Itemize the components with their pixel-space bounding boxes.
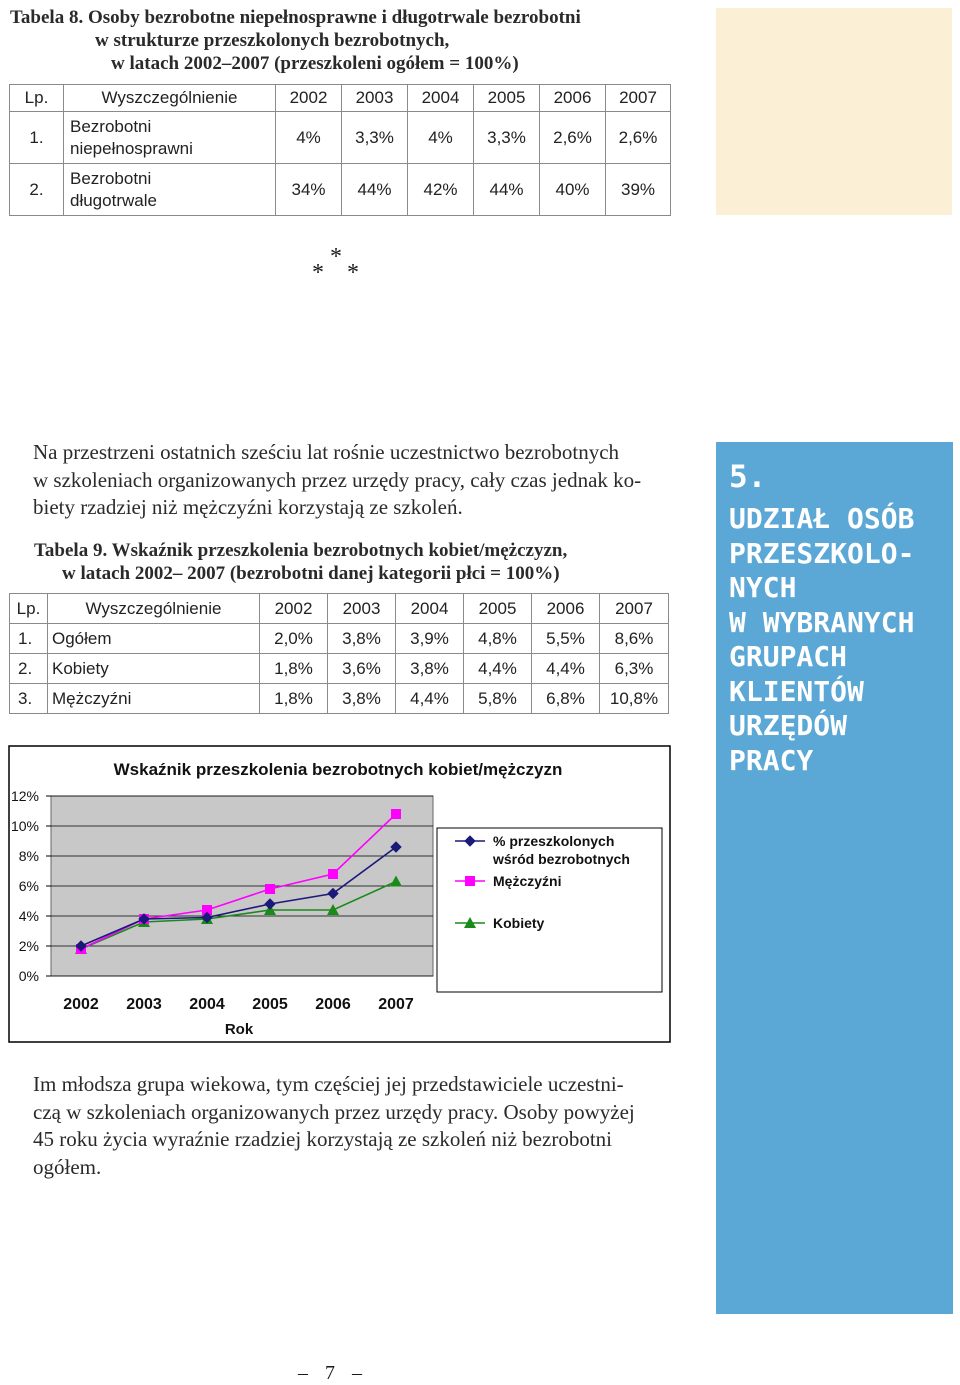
- x-tick-label: 2007: [378, 996, 414, 1013]
- y-tick-label: 2%: [18, 938, 39, 954]
- table-cell: 2,6%: [606, 112, 671, 164]
- table-cell: 3,8%: [328, 624, 396, 654]
- table-cell: 4,8%: [464, 624, 532, 654]
- table8-caption-line: w strukturze przeszkolonych bezrobotnych,: [95, 30, 450, 51]
- paragraph-line: Im młodsza grupa wiekowa, tym częściej jej przedstawiciele uczestni-: [33, 1072, 624, 1096]
- row-description: Ogółem: [48, 624, 260, 654]
- legend-marker: [465, 876, 475, 886]
- table-cell: 3,3%: [474, 112, 540, 164]
- col-header: 2003: [342, 85, 408, 112]
- section-title-line: GRUPACH: [729, 640, 848, 673]
- table-cell: 4,4%: [396, 684, 464, 714]
- table-row: [10, 112, 671, 164]
- paragraph-line: w szkoleniach organizowanych przez urzędy pracy, cały czas jednak ko-: [33, 467, 642, 492]
- table-cell: 44%: [342, 164, 408, 216]
- paragraph-line: ogółem.: [33, 1154, 102, 1179]
- table9: [9, 593, 669, 714]
- line-chart: [0, 743, 672, 1045]
- x-tick-label: 2006: [315, 996, 351, 1013]
- row-description-line: Bezrobotni: [70, 116, 152, 136]
- table-row: [10, 654, 669, 684]
- section-separator: [300, 244, 370, 284]
- col-header: 2006: [532, 594, 600, 624]
- data-point: [391, 809, 401, 819]
- col-header: 2003: [328, 594, 396, 624]
- row-description-line: niepełnosprawni: [70, 138, 193, 158]
- legend-label: Kobiety: [493, 915, 545, 931]
- table8-caption-line: Tabela 8. Osoby bezrobotne niepełnosprawne i długotrwale bezrobotni: [10, 7, 581, 28]
- col-header: Wyszczególnienie: [48, 594, 260, 624]
- section-title-line: URZĘDÓW: [729, 709, 848, 742]
- table9-caption: [34, 539, 567, 585]
- table9-caption-line: Tabela 9. Wskaźnik przeszkolenia bezrobotnych kobiet/mężczyzn,: [34, 540, 568, 561]
- paragraph-line: 45 roku życia wyraźnie rzadziej korzystają ze szkoleń niż bezrobotni: [33, 1127, 612, 1151]
- row-number: 1.: [10, 624, 48, 654]
- col-header: 2004: [396, 594, 464, 624]
- x-tick-label: 2003: [126, 996, 162, 1013]
- row-number: 3.: [10, 684, 48, 714]
- table-cell: 5,5%: [532, 624, 600, 654]
- table9-header-row: [10, 594, 669, 624]
- table-cell: 6,8%: [532, 684, 600, 714]
- section-title: [729, 502, 949, 778]
- row-description-line: Bezrobotni: [70, 168, 152, 188]
- table-row: [10, 624, 669, 654]
- table-cell: 8,6%: [600, 624, 669, 654]
- table-row: [10, 164, 671, 216]
- y-tick-label: 8%: [18, 848, 39, 864]
- legend-label: wśród bezrobotnych: [493, 851, 630, 867]
- row-description: [64, 112, 276, 164]
- table-cell: 44%: [474, 164, 540, 216]
- col-header: 2006: [540, 85, 606, 112]
- page-number: – 7 –: [298, 1362, 362, 1384]
- chart-legend: [437, 828, 662, 992]
- y-tick-label: 0%: [18, 968, 39, 984]
- paragraph-line: Na przestrzeni ostatnich sześciu lat rośnie uczestnictwo bezrobotnych: [33, 440, 620, 464]
- table-cell: 1,8%: [260, 684, 328, 714]
- table-cell: 4,4%: [532, 654, 600, 684]
- row-description: Mężczyźni: [48, 684, 260, 714]
- section-title-line: NYCH: [729, 571, 797, 604]
- col-header: 2002: [276, 85, 342, 112]
- table-cell: 4%: [276, 112, 342, 164]
- col-header: 2007: [600, 594, 669, 624]
- section-title-line: PRZESZKOLO-: [729, 536, 915, 570]
- table-cell: 34%: [276, 164, 342, 216]
- col-header: 2005: [474, 85, 540, 112]
- table-cell: 4,4%: [464, 654, 532, 684]
- paragraph-line: czą w szkoleniach organizowanych przez urzędy pracy. Osoby powyżej: [33, 1099, 635, 1124]
- table-cell: 3,9%: [396, 624, 464, 654]
- paragraph-line: biety rzadziej niż mężczyźni korzystają ze szkoleń.: [33, 495, 463, 519]
- table-cell: 2,0%: [260, 624, 328, 654]
- table-row: [10, 684, 669, 714]
- x-tick-label: 2004: [189, 996, 225, 1013]
- table-cell: 10,8%: [600, 684, 669, 714]
- row-number: 1.: [10, 112, 64, 164]
- table9-caption-line: w latach 2002– 2007 (bezrobotni danej kategorii płci = 100%): [62, 563, 560, 584]
- table8: [9, 84, 671, 216]
- data-point: [328, 869, 338, 879]
- separator-star-left: *: [312, 260, 324, 286]
- y-tick-label: 12%: [10, 788, 39, 804]
- x-tick-label: 2002: [63, 996, 99, 1013]
- section-title-line: PRACY: [729, 743, 814, 777]
- table8-caption-line: w latach 2002–2007 (przeszkoleni ogółem = 100%): [111, 53, 519, 74]
- col-header: 2005: [464, 594, 532, 624]
- table-cell: 1,8%: [260, 654, 328, 684]
- row-number: 2.: [10, 164, 64, 216]
- table8-header-row: [10, 85, 671, 112]
- x-axis-label: Rok: [224, 1021, 254, 1038]
- table-cell: 39%: [606, 164, 671, 216]
- table-cell: 2,6%: [540, 112, 606, 164]
- data-point: [265, 884, 275, 894]
- legend-label: % przeszkolonych: [493, 833, 615, 849]
- table-cell: 3,8%: [328, 684, 396, 714]
- table-cell: 40%: [540, 164, 606, 216]
- y-tick-label: 4%: [18, 908, 39, 924]
- separator-star-right: *: [347, 260, 359, 286]
- section-title-line: W WYBRANYCH: [729, 605, 915, 639]
- table-cell: 3,3%: [342, 112, 408, 164]
- x-tick-label: 2005: [252, 996, 288, 1013]
- table8-caption: [10, 6, 581, 75]
- legend-label: Mężczyźni: [493, 873, 562, 889]
- decorative-panel: [716, 8, 952, 215]
- section-title-line: KLIENTÓW: [729, 674, 864, 708]
- col-header: 2007: [606, 85, 671, 112]
- table-cell: 6,3%: [600, 654, 669, 684]
- row-description-line: długotrwale: [70, 190, 157, 210]
- table-cell: 4%: [408, 112, 474, 164]
- col-header: Wyszczególnienie: [64, 85, 276, 112]
- table-cell: 42%: [408, 164, 474, 216]
- col-header: Lp.: [10, 594, 48, 624]
- row-number: 2.: [10, 654, 48, 684]
- col-header: 2002: [260, 594, 328, 624]
- table-cell: 5,8%: [464, 684, 532, 714]
- y-tick-label: 10%: [10, 818, 39, 834]
- separator-star-top: *: [330, 244, 342, 270]
- row-description: [64, 164, 276, 216]
- col-header: 2004: [408, 85, 474, 112]
- section-title-line: UDZIAŁ OSÓB: [729, 502, 915, 535]
- table-cell: 3,6%: [328, 654, 396, 684]
- paragraph-intro: [33, 439, 669, 522]
- table-cell: 3,8%: [396, 654, 464, 684]
- paragraph-age-groups: [33, 1071, 669, 1181]
- col-header: Lp.: [10, 85, 64, 112]
- row-description: Kobiety: [48, 654, 260, 684]
- chart-title: Wskaźnik przeszkolenia bezrobotnych kobiet/mężczyzn: [113, 760, 563, 779]
- y-tick-label: 6%: [18, 878, 39, 894]
- section-number: 5.: [729, 459, 767, 495]
